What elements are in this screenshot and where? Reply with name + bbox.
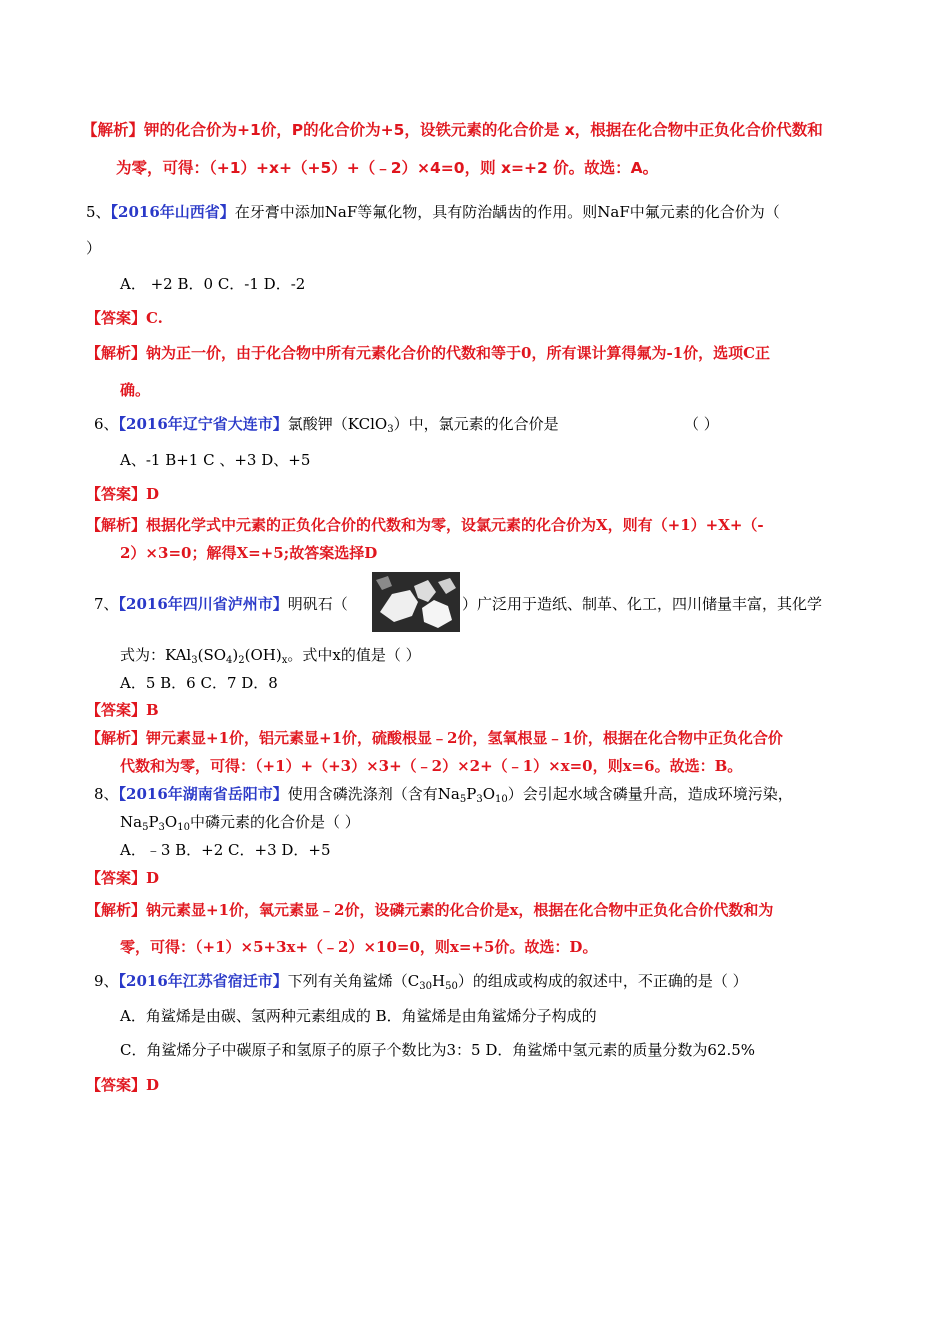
formula-part: 式为：KAl: [120, 646, 192, 664]
question-7-options: A．5 B．6 C．7 D．8: [120, 674, 278, 692]
question-number: 5、: [86, 203, 111, 221]
question-5-answer: 【答案】C.: [86, 309, 163, 327]
formula-part: Na: [120, 813, 143, 831]
question-source: 【2016年四川省泸州市】: [118, 595, 288, 613]
question-8-answer: 【答案】D: [86, 869, 160, 887]
subscript: 10: [177, 822, 190, 833]
formula-part: 。式中x的值是（ ）: [287, 646, 421, 664]
question-8-explanation-1: 【解析】钠元素显+1价，氧元素显﹣2价，设磷元素的化合价是x，根据在化合物中正负化合价代数和为: [86, 901, 774, 919]
question-text: ）中，氯元素的化合价是: [393, 415, 559, 433]
subscript: 3: [191, 655, 198, 666]
question-7-explanation-1: 【解析】钾元素显+1价，铝元素显+1价，硫酸根显﹣2价，氢氧根显﹣1价，根据在化合物中正负化合价: [86, 729, 783, 747]
question-8-line-2: [120, 812, 360, 832]
subscript: 5: [459, 794, 467, 805]
question-8-options: A．﹣3 B．+2 C．+3 D．+5: [120, 841, 331, 859]
question-source: 【2016年山西省】: [110, 203, 235, 221]
question-8-explanation-2: 零，可得：（+1）×5+3x+（﹣2）×10=0，则x=+5价。故选：D。: [120, 938, 598, 956]
subscript: 5: [142, 822, 149, 833]
question-text: 氯酸钾（KClO: [287, 415, 388, 433]
question-6-explanation-2: 2）×3=0；解得X=+5;故答案选择D: [120, 544, 378, 562]
question-6: [94, 414, 559, 434]
formula-part: H: [432, 972, 446, 990]
question-6-answer: 【答案】D: [86, 485, 160, 503]
question-6-explanation-1: 【解析】根据化学式中元素的正负化合价的代数和为零，设氯元素的化合价为X，则有（+1）+X+（-: [86, 516, 764, 534]
question-5-explanation-2: 确。: [120, 381, 151, 399]
question-number: 7、: [94, 595, 119, 613]
question-9-options-cd: C．角鲨烯分子中碳原子和氢原子的原子个数比为3：5 D．角鲨烯中氢元素的质量分数为62.5%: [120, 1041, 756, 1059]
question-5-text-cont: ）: [86, 239, 102, 257]
question-source: 【2016年辽宁省大连市】: [118, 415, 288, 433]
question-8: [94, 784, 793, 804]
question-7-explanation-2: 代数和为零，可得：（+1）+（+3）×3+（﹣2）×2+（﹣1）×x=0，则x=6。故选：B。: [120, 757, 743, 775]
subscript: 30: [419, 981, 433, 992]
subscript: x: [281, 655, 288, 666]
question-9-answer: 【答案】D: [86, 1076, 160, 1094]
formula-part: ): [232, 646, 239, 664]
alunite-mineral-image: [372, 572, 460, 632]
question-5-options: A． +2 B．0 C．-1 D．-2: [120, 275, 306, 293]
question-7-formula-line: [120, 645, 421, 665]
question-text: 使用含磷洗涤剂（含有Na: [287, 785, 460, 803]
question-9-options-ab: A．角鲨烯是由碳、氢两种元素组成的 B．角鲨烯是由角鲨烯分子构成的: [120, 1007, 597, 1025]
question-number: 6、: [94, 415, 119, 433]
subscript: 3: [476, 794, 483, 805]
formula-part: P: [148, 813, 159, 831]
subscript: 3: [387, 424, 394, 435]
question-6-answer-blank: （ ）: [684, 415, 719, 433]
formula-part: P: [466, 785, 477, 803]
question-5: [86, 202, 780, 222]
subscript: 50: [445, 981, 458, 992]
question-6-options: A、-1 B+1 C 、+3 D、+5: [120, 451, 311, 469]
question-source: 【2016年湖南省岳阳市】: [118, 785, 288, 803]
formula-part: (SO: [197, 646, 227, 664]
question-text: 中磷元素的化合价是（ ）: [189, 813, 360, 831]
question-9: [94, 971, 748, 991]
subscript: 2: [238, 655, 245, 666]
question-number: 9、: [94, 972, 119, 990]
formula-part: O: [482, 785, 496, 803]
question-number: 8、: [94, 785, 119, 803]
formula-part: O: [164, 813, 178, 831]
explanation-line-1: 【解析】钾的化合价为+1价，P的化合价为+5，设铁元素的化合价是 x，根据在化合物中正负化合价代数和: [82, 121, 823, 139]
question-7: [94, 594, 348, 614]
subscript: 4: [226, 655, 233, 666]
question-source: 【2016年江苏省宿迁市】: [118, 972, 288, 990]
question-text: 下列有关角鲨烯（C: [287, 972, 420, 990]
question-7-answer: 【答案】B: [86, 701, 159, 719]
question-5-explanation-1: 【解析】钠为正一价，由于化合物中所有元素化合价的代数和等于0，所有课计算得氟为-1价，选项C正: [86, 344, 771, 362]
subscript: 3: [158, 822, 165, 833]
formula-part: (OH): [244, 646, 282, 664]
subscript: 10: [495, 794, 508, 805]
question-7-text-after-image: ）广泛用于造纸、制革、化工，四川储量丰富，其化学: [462, 595, 823, 613]
question-text: 在牙膏中添加NaF等氟化物，具有防治龋齿的作用。则NaF中氟元素的化合价为（: [234, 203, 780, 221]
question-text: ）会引起水域含磷量升高，造成环境污染，: [507, 785, 793, 803]
explanation-line-2: 为零，可得：（+1）+x+（+5）+（﹣2）×4=0，则 x=+2 价。故选：A。: [116, 159, 659, 177]
question-text: 明矾石（: [287, 595, 348, 613]
question-text: ）的组成或构成的叙述中，不正确的是（ ）: [457, 972, 748, 990]
